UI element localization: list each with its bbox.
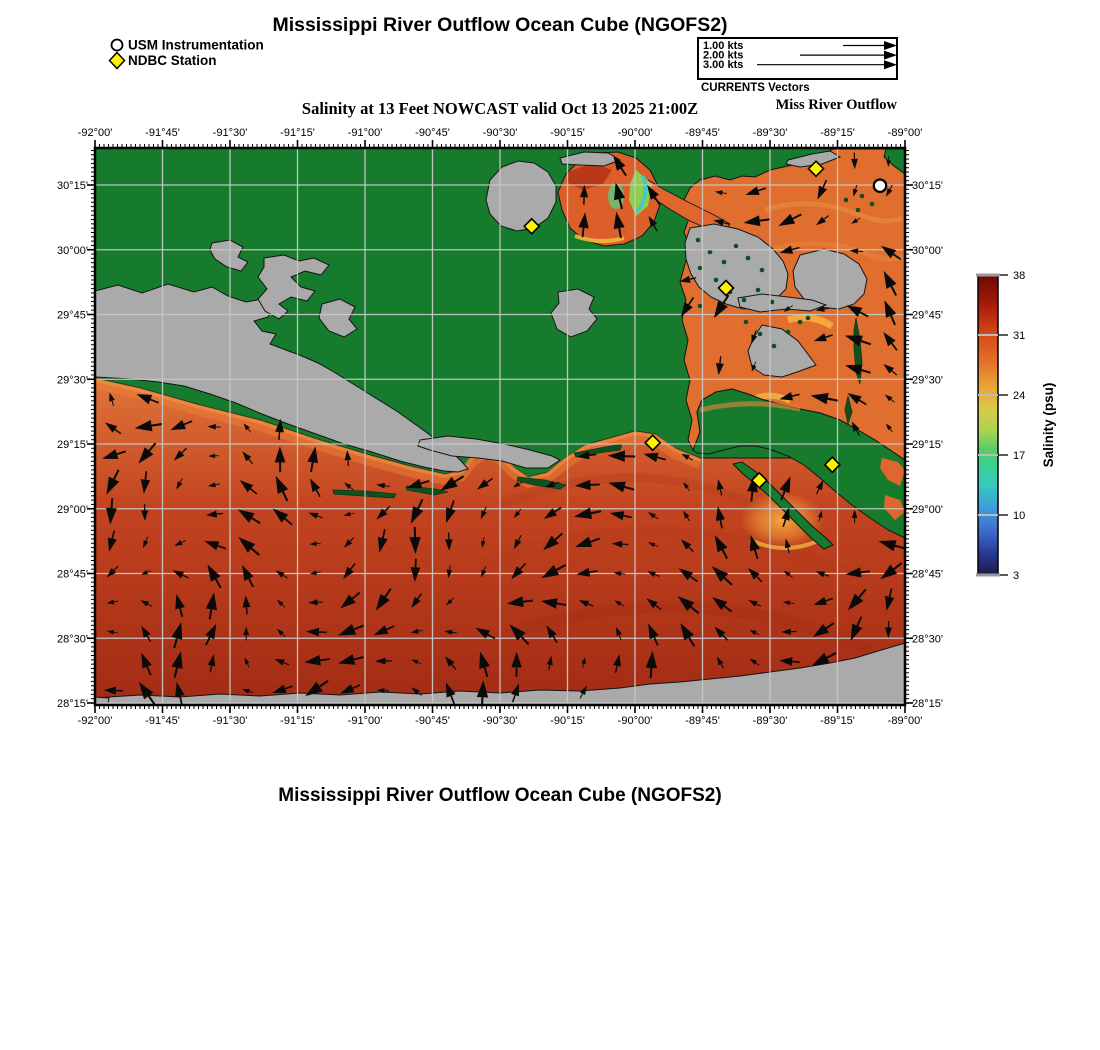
y-axis-tick-label-right: 29°45' xyxy=(912,309,943,322)
y-axis-tick-label-right: 29°15' xyxy=(912,439,943,451)
x-axis-tick-label-top: -89°30' xyxy=(752,127,788,139)
colorbar-tick-label: 38 xyxy=(1013,270,1026,282)
x-axis-tick-label-bottom: -92°00' xyxy=(77,715,113,727)
x-axis-tick-label-top: -91°00' xyxy=(347,127,383,139)
x-axis-tick-label-bottom: -91°15' xyxy=(280,715,315,727)
y-axis-tick-label-left: 29°45' xyxy=(57,309,88,322)
y-axis-tick-label-left: 30°15' xyxy=(57,180,88,192)
x-axis-tick-label-bottom: -90°45' xyxy=(415,715,450,727)
x-axis-tick-label-bottom: -89°30' xyxy=(752,715,788,727)
colorbar-tick-label: 3 xyxy=(1013,570,1020,582)
vector-scale-label: 2.00 kts xyxy=(703,49,744,62)
vector-scale-label: 1.00 kts xyxy=(703,40,744,52)
currents-vectors-caption: CURRENTS Vectors xyxy=(701,82,810,94)
colorbar-tick-label: 31 xyxy=(1013,330,1026,342)
x-axis-tick-label-top: -89°15' xyxy=(820,127,855,139)
figure-title: Mississippi River Outflow Ocean Cube (NGOFS2) xyxy=(272,14,728,36)
y-axis-tick-label-left: 28°30' xyxy=(57,633,88,646)
x-axis-tick-label-bottom: -89°00' xyxy=(887,715,923,727)
y-axis-tick-label-right: 28°45' xyxy=(912,568,943,581)
usm-instrumentation-marker xyxy=(874,180,886,192)
y-axis-tick-label-left: 29°30' xyxy=(57,374,88,387)
figure-title-bottom: Mississippi River Outflow Ocean Cube (NGOFS2) xyxy=(278,785,722,806)
y-axis-tick-label-left: 29°00' xyxy=(57,503,88,516)
x-axis-tick-label-top: -90°15' xyxy=(550,127,585,139)
y-axis-tick-label-right: 30°00' xyxy=(912,244,943,257)
y-axis-tick-label-left: 28°15' xyxy=(57,698,88,710)
x-axis-tick-label-top: -92°00' xyxy=(77,127,113,139)
x-axis-tick-label-bottom: -90°30' xyxy=(482,715,518,727)
x-axis-tick-label-top: -90°45' xyxy=(415,127,450,139)
x-axis-tick-label-top: -91°45' xyxy=(145,127,180,139)
colorbar-title: Salinity (psu) xyxy=(1041,382,1056,468)
x-axis-tick-label-bottom: -89°45' xyxy=(685,715,720,727)
ndbc-station-icon xyxy=(110,53,125,69)
x-axis-tick-label-top: -91°30' xyxy=(212,127,248,139)
legend-ndbc-label: NDBC Station xyxy=(128,53,217,68)
legend-usm-label: USM Instrumentation xyxy=(128,37,264,53)
colorbar-tick-label: 10 xyxy=(1013,510,1026,522)
y-axis-tick-label-right: 29°00' xyxy=(912,503,943,516)
colorbar-tick-label: 24 xyxy=(1013,390,1026,402)
y-axis-tick-label-left: 28°45' xyxy=(57,568,88,581)
colorbar xyxy=(976,270,1025,582)
x-axis-tick-label-top: -90°30' xyxy=(482,127,518,139)
x-axis-tick-label-bottom: -91°45' xyxy=(145,715,180,727)
y-axis-tick-label-right: 30°15' xyxy=(912,180,943,192)
y-axis-tick-label-left: 30°00' xyxy=(57,244,88,257)
x-axis-tick-label-top: -89°45' xyxy=(685,127,720,139)
y-axis-tick-label-right: 29°30' xyxy=(912,374,943,387)
x-axis-tick-label-top: -89°00' xyxy=(887,127,923,139)
colorbar-tick-label: 17 xyxy=(1013,450,1026,462)
y-axis-tick-label-right: 28°15' xyxy=(912,698,943,710)
figure-subtitle: Salinity at 13 Feet NOWCAST valid Oct 13 2025 21:00Z xyxy=(301,99,699,118)
vector-scale-label: 3.00 kts xyxy=(703,59,744,72)
x-axis-tick-label-top: -90°00' xyxy=(617,127,653,139)
usm-instrumentation-icon xyxy=(112,40,123,51)
region-label: Miss River Outflow xyxy=(775,97,897,113)
x-axis-tick-label-bottom: -89°15' xyxy=(820,715,855,727)
y-axis-tick-label-left: 29°15' xyxy=(57,439,88,451)
y-axis-tick-label-right: 28°30' xyxy=(912,633,943,646)
x-axis-tick-label-bottom: -90°15' xyxy=(550,715,585,727)
x-axis-tick-label-bottom: -91°00' xyxy=(347,715,383,727)
x-axis-tick-label-bottom: -90°00' xyxy=(617,715,653,727)
x-axis-tick-label-top: -91°15' xyxy=(280,127,315,139)
x-axis-tick-label-bottom: -91°30' xyxy=(212,715,248,727)
